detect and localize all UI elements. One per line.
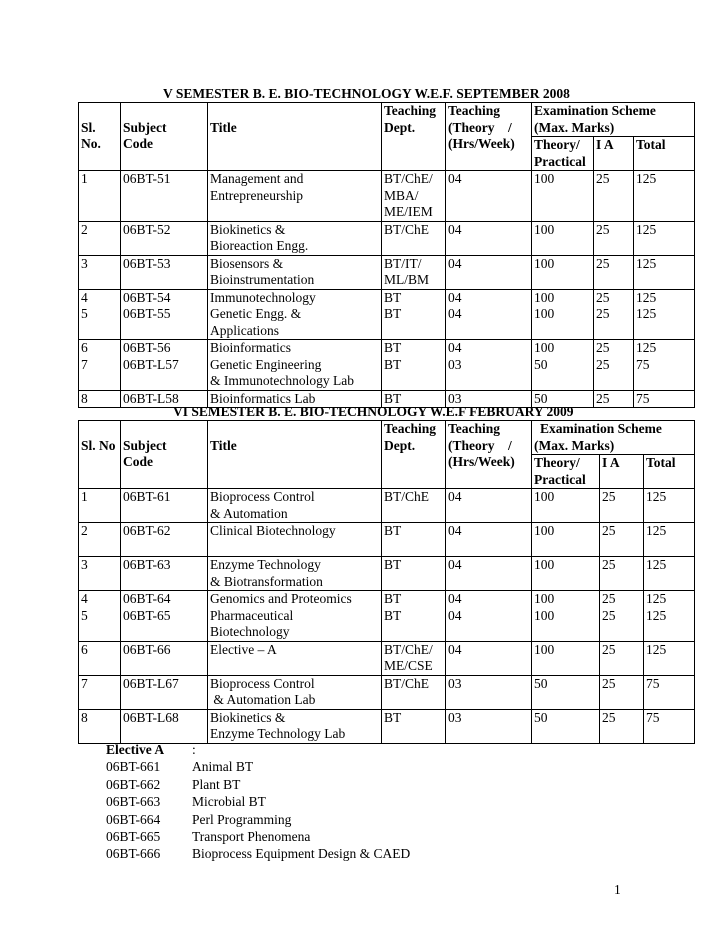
- cell-hours: 04: [446, 306, 532, 340]
- cell-subject-code: 06BT-51: [121, 171, 208, 222]
- cell-teaching-dept-line: BT: [384, 557, 402, 572]
- header-exam-scheme: Examination Scheme (Max. Marks): [532, 421, 695, 455]
- cell-teaching-dept-line: BT/ChE/: [384, 171, 433, 186]
- cell-teaching-dept-line: BT: [384, 289, 402, 305]
- cell-total-marks: 125: [644, 591, 695, 608]
- table-row: [79, 255, 695, 289]
- elective-code: 06BT-662: [106, 776, 161, 792]
- cell-theory-marks: 50: [532, 390, 594, 408]
- cell-subject-code: 06BT-61: [121, 489, 208, 523]
- cell-total-marks: 125: [634, 289, 695, 306]
- cell-total-marks: 125: [644, 523, 695, 557]
- cell-teaching-dept-line: BT/IT/: [384, 255, 422, 271]
- cell-title-line: Immunotechnology: [210, 289, 316, 305]
- cell-title-line: Genomics and Proteomics: [210, 591, 352, 606]
- cell-subject-code: 06BT-55: [121, 306, 208, 340]
- cell-ia-marks: 25: [600, 557, 644, 591]
- cell-theory-marks: 50: [532, 709, 600, 743]
- cell-total-marks: 125: [634, 221, 695, 255]
- cell-hours: 04: [446, 591, 532, 608]
- cell-ia-marks: 25: [594, 289, 634, 306]
- cell-teaching-dept: [382, 557, 446, 591]
- cell-ia-marks: 25: [600, 675, 644, 709]
- header-exam-scheme: Examination Scheme (Max. Marks): [532, 103, 695, 137]
- cell-subject-code: 06BT-65: [121, 608, 208, 642]
- cell-subject-code: 06BT-L68: [121, 709, 208, 743]
- cell-hours: 03: [446, 675, 532, 709]
- cell-hours: 04: [446, 489, 532, 523]
- cell-teaching-dept: [382, 221, 446, 255]
- elective-code: 06BT-666: [106, 846, 161, 862]
- cell-title: [208, 489, 382, 523]
- cell-hours: 04: [446, 289, 532, 306]
- cell-teaching-dept-line: BT: [384, 356, 402, 372]
- cell-subject-code: 06BT-63: [121, 557, 208, 591]
- cell-theory-marks: 100: [532, 489, 600, 523]
- cell-theory-marks: 100: [532, 523, 600, 557]
- cell-total-marks: 75: [634, 390, 695, 408]
- header-sl: Sl. No: [79, 421, 121, 489]
- header-title: Title: [208, 421, 382, 489]
- cell-subject-code: 06BT-64: [121, 591, 208, 608]
- cell-teaching-dept: [382, 289, 446, 306]
- cell-title: [208, 171, 382, 222]
- cell-teaching-dept: [382, 675, 446, 709]
- header-theory-practical: Theory/ Practical: [532, 137, 594, 171]
- table-row: [79, 608, 695, 642]
- cell-teaching-dept: [382, 340, 446, 357]
- cell-hours: 03: [446, 390, 532, 408]
- cell-teaching-dept-line: ME/IEM: [384, 204, 433, 219]
- cell-teaching-dept-line: BT: [384, 607, 402, 623]
- cell-teaching-dept: [382, 709, 446, 743]
- table-header-row: [79, 103, 695, 137]
- elective-item: [106, 776, 410, 793]
- cell-sl: 4: [79, 289, 121, 306]
- cell-title: [208, 255, 382, 289]
- cell-ia-marks: 25: [600, 709, 644, 743]
- cell-hours: 03: [446, 709, 532, 743]
- cell-title: [208, 675, 382, 709]
- header-subject-code: Subject Code: [121, 103, 208, 171]
- cell-title-line: Bioinstrumentation: [210, 272, 315, 287]
- cell-ia-marks: 25: [594, 171, 634, 222]
- cell-title: [208, 608, 382, 642]
- elective-name: Transport Phenomena: [192, 829, 311, 845]
- cell-sl: 3: [79, 255, 121, 289]
- cell-title-line: Bioinformatics Lab: [210, 390, 316, 406]
- cell-ia-marks: 25: [594, 306, 634, 340]
- header-total: Total: [644, 455, 695, 489]
- cell-subject-code: 06BT-L67: [121, 675, 208, 709]
- cell-title-line: & Immunotechnology Lab: [210, 373, 354, 388]
- cell-total-marks: 125: [634, 255, 695, 289]
- cell-ia-marks: 25: [600, 641, 644, 675]
- cell-sl: 8: [79, 709, 121, 743]
- elective-name: Plant BT: [192, 776, 241, 792]
- cell-sl: 6: [79, 340, 121, 357]
- cell-ia-marks: 25: [600, 489, 644, 523]
- elective-item: [106, 845, 410, 862]
- cell-teaching-dept-line: BT: [384, 390, 402, 406]
- cell-total-marks: 75: [634, 357, 695, 391]
- cell-theory-marks: 100: [532, 306, 594, 340]
- cell-subject-code: 06BT-54: [121, 289, 208, 306]
- header-sl: Sl. No.: [79, 103, 121, 171]
- cell-title-line: Pharmaceutical: [210, 607, 294, 623]
- cell-total-marks: 125: [644, 641, 695, 675]
- elective-code: 06BT-663: [106, 794, 161, 810]
- elective-item: [106, 793, 410, 810]
- cell-teaching-dept: [382, 171, 446, 222]
- cell-teaching-dept-line: BT: [384, 709, 402, 725]
- cell-ia-marks: 25: [594, 390, 634, 408]
- cell-teaching-dept-line: BT: [384, 306, 402, 321]
- table-row: [79, 591, 695, 608]
- cell-sl: 6: [79, 641, 121, 675]
- table-row: [79, 675, 695, 709]
- cell-title-line: Biokinetics &: [210, 709, 286, 725]
- cell-subject-code: 06BT-L58: [121, 390, 208, 408]
- cell-ia-marks: 25: [594, 221, 634, 255]
- table-row: [79, 357, 695, 391]
- header-total: Total: [634, 137, 695, 171]
- table-row: [79, 709, 695, 743]
- cell-ia-marks: 25: [594, 340, 634, 357]
- cell-title: [208, 221, 382, 255]
- elective-code: 06BT-665: [106, 829, 161, 845]
- cell-total-marks: 125: [634, 340, 695, 357]
- cell-title-line: Genetic Engineering: [210, 356, 322, 372]
- elective-heading-row: [106, 741, 410, 758]
- header-teaching-hours: Teaching (Theory / (Hrs/Week): [446, 421, 532, 489]
- cell-title-line: Genetic Engg. &: [210, 306, 302, 321]
- cell-teaching-dept-line: BT/ChE: [384, 221, 430, 237]
- cell-title-line: Bioprocess Control: [210, 489, 315, 504]
- header-subject-code: Subject Code: [121, 421, 208, 489]
- cell-hours: 04: [446, 255, 532, 289]
- semester5-table: [78, 102, 695, 408]
- cell-title-line: Elective – A: [210, 641, 277, 657]
- cell-title-line: Enzyme Technology Lab: [210, 726, 346, 741]
- cell-hours: 04: [446, 557, 532, 591]
- cell-teaching-dept-line: BT: [384, 591, 402, 606]
- cell-title: [208, 591, 382, 608]
- cell-hours: 04: [446, 221, 532, 255]
- cell-title: [208, 557, 382, 591]
- cell-title-line: Enzyme Technology: [210, 557, 321, 572]
- table-row: [79, 289, 695, 306]
- cell-sl: 1: [79, 489, 121, 523]
- cell-title-line: Bioprocess Control: [210, 675, 315, 691]
- cell-title-line: Biotechnology: [210, 624, 290, 639]
- header-ia: I A: [594, 137, 634, 171]
- cell-title: [208, 641, 382, 675]
- table-row: [79, 523, 695, 557]
- cell-theory-marks: 100: [532, 255, 594, 289]
- cell-ia-marks: 25: [594, 255, 634, 289]
- cell-teaching-dept: [382, 641, 446, 675]
- cell-subject-code: 06BT-66: [121, 641, 208, 675]
- cell-title-line: Bioinformatics: [210, 340, 291, 355]
- cell-title: [208, 357, 382, 391]
- cell-subject-code: 06BT-52: [121, 221, 208, 255]
- elective-item: [106, 758, 410, 775]
- cell-title: [208, 289, 382, 306]
- header-title: Title: [208, 103, 382, 171]
- cell-sl: 7: [79, 675, 121, 709]
- cell-theory-marks: 100: [532, 289, 594, 306]
- cell-sl: 7: [79, 357, 121, 391]
- cell-hours: 04: [446, 171, 532, 222]
- header-teaching-dept: Teaching Dept.: [382, 421, 446, 489]
- semester5-title: V SEMESTER B. E. BIO-TECHNOLOGY W.E.F. SEPTEMBER 2008: [163, 86, 570, 101]
- cell-hours: 04: [446, 641, 532, 675]
- cell-theory-marks: 100: [532, 591, 600, 608]
- cell-theory-marks: 100: [532, 340, 594, 357]
- cell-teaching-dept-line: MBA/: [384, 187, 419, 203]
- cell-sl: 4: [79, 591, 121, 608]
- cell-theory-marks: 100: [532, 557, 600, 591]
- cell-sl: 2: [79, 523, 121, 557]
- cell-teaching-dept-line: BT/ChE/: [384, 641, 433, 657]
- cell-teaching-dept: [382, 306, 446, 340]
- table-header-row: [79, 421, 695, 455]
- cell-total-marks: 125: [644, 608, 695, 642]
- cell-hours: 03: [446, 357, 532, 391]
- elective-list: [106, 741, 410, 863]
- cell-teaching-dept: [382, 608, 446, 642]
- elective-name: Animal BT: [192, 759, 254, 775]
- cell-teaching-dept-line: BT: [384, 340, 402, 355]
- cell-teaching-dept: [382, 255, 446, 289]
- cell-teaching-dept: [382, 357, 446, 391]
- header-theory-practical: Theory/ Practical: [532, 455, 600, 489]
- cell-title-line: Management and: [210, 171, 304, 186]
- cell-teaching-dept: [382, 591, 446, 608]
- cell-title: [208, 709, 382, 743]
- table-row: [79, 489, 695, 523]
- header-teaching-hours: Teaching (Theory / (Hrs/Week): [446, 103, 532, 171]
- cell-title-line: & Automation: [210, 505, 288, 521]
- cell-title-line: Biosensors &: [210, 255, 284, 271]
- cell-total-marks: 75: [644, 709, 695, 743]
- cell-title-line: & Biotransformation: [210, 573, 323, 589]
- cell-title-line: Clinical Biotechnology: [210, 523, 336, 538]
- cell-title-line: & Automation Lab: [210, 692, 316, 707]
- elective-code: 06BT-661: [106, 759, 161, 775]
- cell-ia-marks: 25: [600, 591, 644, 608]
- cell-total-marks: 125: [634, 171, 695, 222]
- elective-item: [106, 828, 410, 845]
- cell-sl: 5: [79, 306, 121, 340]
- cell-title-line: Entrepreneurship: [210, 187, 303, 203]
- cell-title-line: Bioreaction Engg.: [210, 238, 309, 253]
- cell-title-line: Applications: [210, 322, 279, 338]
- cell-theory-marks: 100: [532, 608, 600, 642]
- header-ia: I A: [600, 455, 644, 489]
- table-row: [79, 171, 695, 222]
- semester6-table: [78, 420, 695, 744]
- elective-heading: Elective A: [106, 742, 165, 757]
- cell-theory-marks: 100: [532, 641, 600, 675]
- cell-hours: 04: [446, 340, 532, 357]
- cell-subject-code: 06BT-56: [121, 340, 208, 357]
- cell-hours: 04: [446, 608, 532, 642]
- cell-theory-marks: 100: [532, 171, 594, 222]
- table-row: [79, 221, 695, 255]
- table-row: [79, 557, 695, 591]
- cell-theory-marks: 50: [532, 357, 594, 391]
- cell-teaching-dept-line: BT/ChE: [384, 489, 430, 504]
- cell-teaching-dept: [382, 523, 446, 557]
- table-row: [79, 306, 695, 340]
- cell-title: [208, 340, 382, 357]
- cell-total-marks: 125: [634, 306, 695, 340]
- elective-item: [106, 811, 410, 828]
- cell-title: [208, 306, 382, 340]
- cell-hours: 04: [446, 523, 532, 557]
- elective-name: Microbial BT: [192, 794, 266, 810]
- cell-total-marks: 125: [644, 557, 695, 591]
- table-row: [79, 340, 695, 357]
- cell-subject-code: 06BT-53: [121, 255, 208, 289]
- cell-subject-code: 06BT-62: [121, 523, 208, 557]
- cell-theory-marks: 50: [532, 675, 600, 709]
- cell-teaching-dept-line: ML/BM: [384, 272, 430, 287]
- cell-teaching-dept-line: ME/CSE: [384, 658, 433, 673]
- cell-sl: 8: [79, 390, 121, 408]
- elective-name: Bioprocess Equipment Design & CAED: [192, 846, 411, 862]
- semester6-title: VI SEMESTER B. E. BIO-TECHNOLOGY W.E.F FEBRUARY 2009: [173, 404, 574, 419]
- cell-total-marks: 75: [644, 675, 695, 709]
- cell-sl: 5: [79, 608, 121, 642]
- cell-title-line: Biokinetics &: [210, 221, 286, 237]
- cell-subject-code: 06BT-L57: [121, 357, 208, 391]
- cell-title: [208, 523, 382, 557]
- elective-name: Perl Programming: [192, 811, 292, 827]
- cell-sl: 3: [79, 557, 121, 591]
- cell-ia-marks: 25: [600, 608, 644, 642]
- cell-ia-marks: 25: [600, 523, 644, 557]
- cell-teaching-dept-line: BT/ChE: [384, 675, 430, 691]
- cell-teaching-dept: [382, 489, 446, 523]
- elective-code: 06BT-664: [106, 811, 161, 827]
- table-row: [79, 641, 695, 675]
- cell-theory-marks: 100: [532, 221, 594, 255]
- cell-teaching-dept-line: BT: [384, 523, 402, 538]
- header-teaching-dept: Teaching Dept.: [382, 103, 446, 171]
- cell-ia-marks: 25: [594, 357, 634, 391]
- cell-sl: 2: [79, 221, 121, 255]
- page-number: 1: [614, 882, 621, 897]
- elective-colon: :: [192, 742, 196, 757]
- cell-total-marks: 125: [644, 489, 695, 523]
- cell-sl: 1: [79, 171, 121, 222]
